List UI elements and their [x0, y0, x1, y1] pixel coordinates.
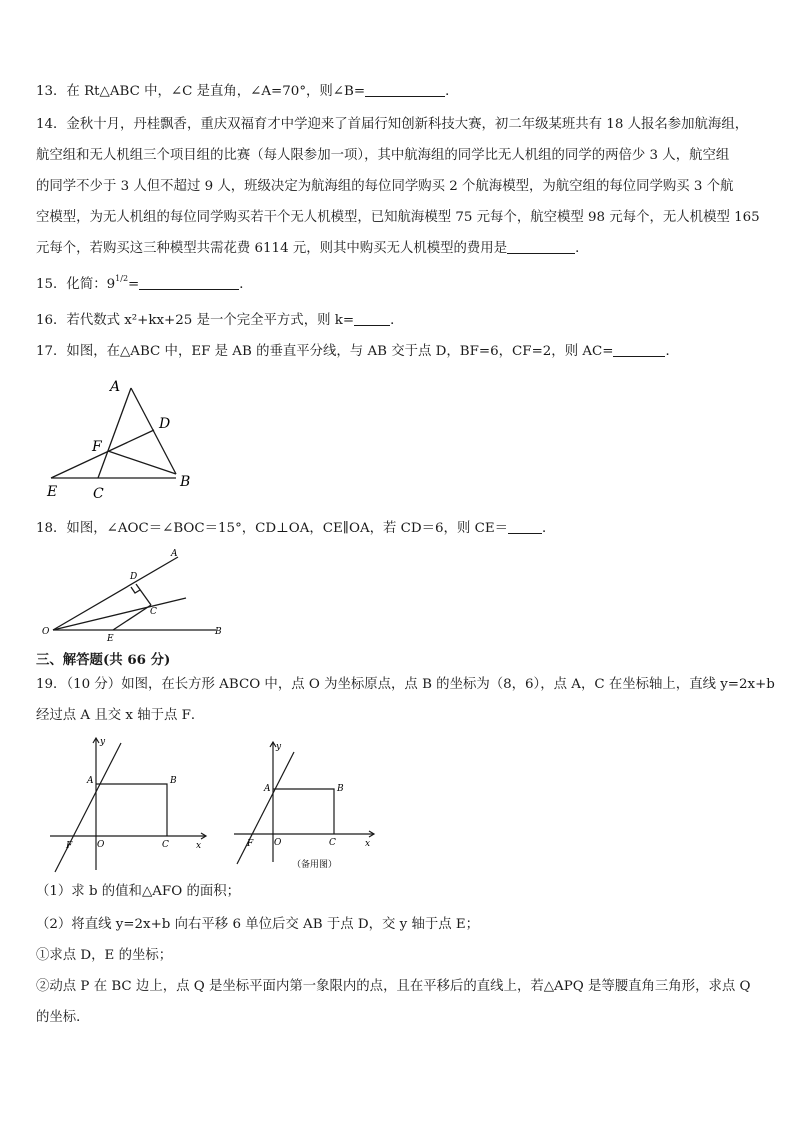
question-19-sub-2: （2）将直线 y=2x+b 向右平移 6 单位后交 AB 于点 D，交 y 轴于点 E； [36, 917, 480, 932]
label-B: B [170, 776, 177, 786]
label-A: A [264, 784, 271, 794]
label-y: y [276, 742, 282, 752]
answer-blank[interactable] [365, 82, 445, 97]
question-14-line-1: 14．金秋十月，丹桂飘香，重庆双福育才中学迎来了首届行知创新科技大赛，初二年级某班共有 18 人报名参加航海组， [36, 117, 749, 132]
answer-blank[interactable] [354, 311, 390, 326]
label-B: B [337, 784, 344, 794]
section-heading: 三、解答题(共 66 分) [36, 652, 171, 668]
segment-DC [136, 584, 151, 605]
question-17 [36, 342, 758, 362]
label-A: A [87, 776, 94, 786]
label-D: D [159, 416, 171, 432]
question-19-line-2: 经过点 A 且交 x 轴于点 F． [36, 708, 205, 723]
question-19-sub-3: ①求点 D，E 的坐标； [36, 948, 173, 963]
question-14-line-2: 航空组和无人机组三个项目组的比赛（每人限参加一项），其中航海组的同学比无人机组的同学的两倍少 3 人，航空组 [36, 148, 730, 163]
q15-base: 9 [106, 277, 116, 292]
label-F: F [92, 439, 102, 455]
q15-exp-num: 1 [115, 274, 121, 283]
question-14-line-5 [36, 239, 758, 259]
label-C: C [162, 840, 169, 850]
q17-end: ． [665, 344, 679, 359]
q15-end: ． [239, 277, 253, 292]
label-O: O [97, 840, 105, 850]
backup-figure-caption: （备用图） [292, 860, 338, 870]
label-B: B [180, 474, 191, 490]
q15-prefix: 15．化简： [36, 277, 107, 292]
q13-text: 13．在 Rt△ABC 中，∠C 是直角，∠A=70°，则∠B= [36, 84, 366, 99]
figure-19-backup [230, 734, 380, 874]
question-16 [36, 311, 758, 331]
label-A: A [110, 379, 121, 395]
label-x: x [365, 839, 371, 849]
label-O: O [42, 627, 50, 637]
q16-text: 16．若代数式 x²+kx+25 是一个完全平方式，则 k= [36, 313, 355, 328]
label-O: O [274, 838, 282, 848]
rectangle-ABC [273, 789, 334, 834]
answer-blank[interactable] [507, 239, 575, 254]
label-F: F [66, 841, 73, 851]
figure-18-angle [38, 544, 238, 644]
question-14-line-4: 空模型，为无人机组的每位同学购买若干个无人机模型，已知航海模型 75 元每个，航空模型 98 元每个，无人机模型 165 [36, 210, 760, 225]
q18-end: ． [542, 521, 556, 536]
q15-exponent: 1/2 [115, 274, 129, 283]
label-A: A [171, 549, 178, 559]
question-15 [36, 275, 758, 296]
question-14-line-3: 的同学不少于 3 人但不超过 9 人，班级决定为航海组的每位同学购买 2 个航海模型，为航空组的每位同学购买 3 个航 [36, 179, 734, 194]
label-F: F [247, 839, 254, 849]
q17-text: 17．如图，在△ABC 中，EF 是 AB 的垂直平分线，与 AB 交于点 D，BF=6，CF=2，则 AC= [36, 344, 614, 359]
line-y-2x-b [237, 752, 294, 864]
q14-end: ． [575, 241, 589, 256]
segment-ED [51, 430, 154, 478]
ray-OA [53, 557, 178, 630]
answer-blank[interactable] [139, 275, 239, 290]
q15-exp-den: 2 [122, 274, 129, 283]
label-E: E [47, 484, 58, 500]
q18-text: 18．如图，∠AOC＝∠BOC＝15°，CD⊥OA，CE∥OA，若 CD＝6，则 CE＝ [36, 521, 508, 536]
label-C: C [93, 486, 104, 502]
q13-end: ． [445, 84, 459, 99]
label-D: D [130, 572, 138, 582]
label-E: E [107, 634, 114, 644]
q15-eq: = [128, 277, 140, 292]
line-y-2x-b [55, 743, 121, 872]
question-19-line-1: 19．（10 分）如图，在长方形 ABCO 中，点 O 为坐标原点，点 B 的坐标为（8，6），点 A，C 在坐标轴上，直线 y=2x+b [36, 677, 775, 692]
segment-EC [113, 605, 151, 630]
label-x: x [196, 841, 202, 851]
figure-17-triangle [40, 372, 210, 507]
question-19-sub-4-line-2: 的坐标． [36, 1010, 90, 1025]
answer-blank[interactable] [613, 342, 665, 357]
label-B: B [215, 627, 222, 637]
answer-blank[interactable] [508, 519, 542, 534]
q16-end: ． [390, 313, 404, 328]
label-y: y [100, 737, 106, 747]
question-19-sub-1: （1）求 b 的值和△AFO 的面积； [36, 884, 241, 899]
label-C: C [329, 838, 336, 848]
segment-AC [98, 388, 131, 478]
question-19-sub-4-line-1: ②动点 P 在 BC 边上，点 Q 是坐标平面内第一象限内的点，且在平移后的直线上，若△APQ 是等腰直角三角形，求点 Q [36, 979, 751, 994]
question-18 [36, 519, 758, 539]
label-C: C [150, 607, 157, 617]
question-13 [36, 82, 758, 102]
figure-19-main [46, 732, 216, 874]
rectangle-ABC [96, 784, 167, 836]
q14-line-5-text: 元每个，若购买这三种模型共需花费 6114 元，则其中购买无人机模型的费用是 [36, 241, 508, 256]
